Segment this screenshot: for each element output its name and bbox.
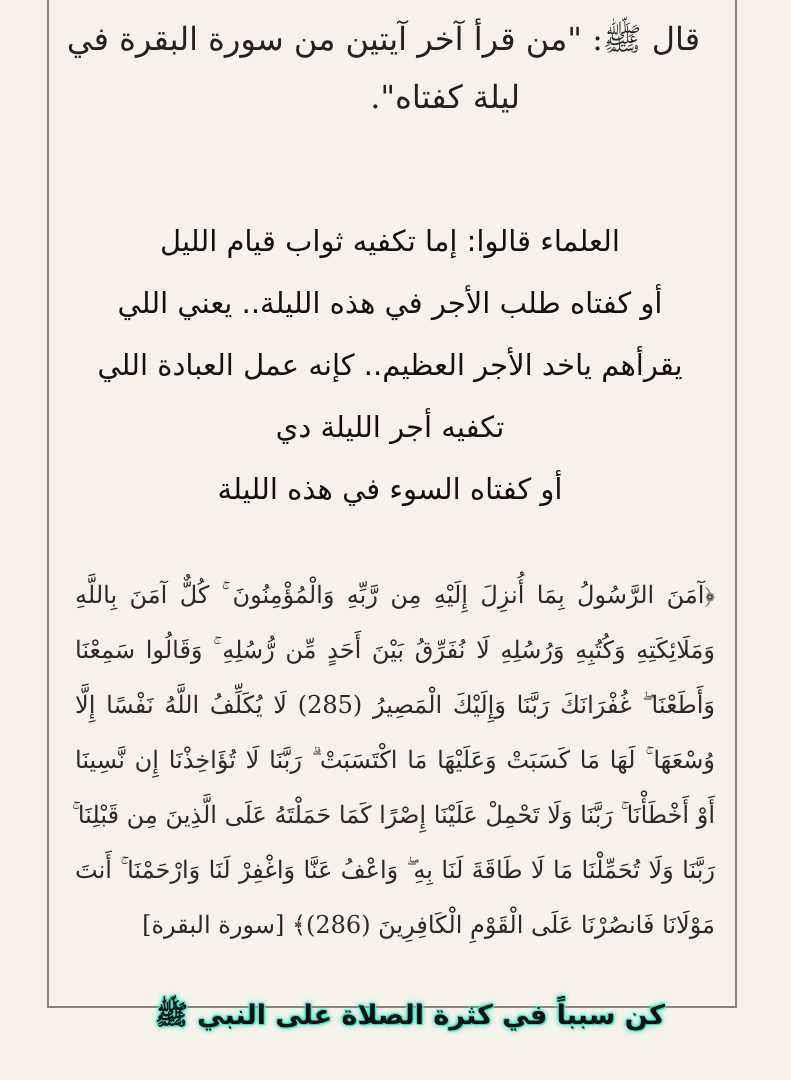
verse-line: مَوْلَانَا فَانصُرْنَا عَلَى الْقَوْمِ الْكَافِرِينَ (286)﴾ [سورة البقرة] bbox=[142, 911, 715, 939]
commentary-line: تكفيه أجر الليلة دي bbox=[275, 410, 505, 444]
commentary-line: العلماء قالوا: إما تكفيه ثواب قيام الليل bbox=[160, 224, 620, 258]
commentary-line: أو كفتاه السوء في هذه الليلة bbox=[217, 472, 563, 506]
verse-line: وَأَطَعْنَا ۖ غُفْرَانَكَ رَبَّنَا وَإِلَيْكَ الْمَصِيرُ (285) لَا يُكَلِّفُ اللَّهُ نَفْسًا إِلَّا bbox=[75, 691, 716, 719]
quran-verse bbox=[71, 568, 716, 953]
verse-line: وُسْعَهَا ۚ لَهَا مَا كَسَبَتْ وَعَلَيْهَا مَا اكْتَسَبَتْ ۗ رَبَّنَا لَا تُؤَاخِذْنَا إِن نَّسِينَا bbox=[75, 746, 715, 774]
hadith-quote bbox=[60, 10, 700, 126]
verse-line: ﴿آمَنَ الرَّسُولُ بِمَا أُنزِلَ إِلَيْهِ مِن رَّبِّهِ وَالْمُؤْمِنُونَ ۚ كُلٌّ آمَنَ بِاللَّهِ bbox=[75, 581, 715, 609]
verse-line: رَبَّنَا وَلَا تُحَمِّلْنَا مَا لَا طَاقَةَ لَنَا بِهِ ۖ وَاعْفُ عَنَّا وَاغْفِرْ لَنَا وَارْحَمْنَا ۚ أَنتَ bbox=[75, 856, 715, 884]
commentary-line: يقرأهم ياخد الأجر العظيم.. كإنه عمل العبادة اللي bbox=[97, 348, 683, 382]
caption-banner: كن سبباً في كثرة الصلاة على النبي ﷺ bbox=[155, 1000, 665, 1031]
commentary-line: أو كفتاه طلب الأجر في هذه الليلة.. يعني اللي bbox=[117, 286, 663, 320]
verse-line: وَمَلَائِكَتِهِ وَكُتُبِهِ وَرُسُلِهِ لَا نُفَرِّقُ بَيْنَ أَحَدٍ مِّن رُّسُلِهِ ۚ وَقَالُوا سَمِعْنَا bbox=[75, 636, 715, 664]
scholars-commentary bbox=[60, 210, 720, 520]
hadith-line-1: قال ﷺ: "من قرأ آخر آيتين من سورة البقرة في bbox=[66, 20, 700, 58]
hadith-line-2: ليلة كفتاه". bbox=[370, 78, 520, 116]
verse-line: أَوْ أَخْطَأْنَا ۚ رَبَّنَا وَلَا تَحْمِلْ عَلَيْنَا إِصْرًا كَمَا حَمَلْتَهُ عَلَى الَّذِينَ مِن قَبْلِنَا ۚ bbox=[71, 801, 715, 829]
